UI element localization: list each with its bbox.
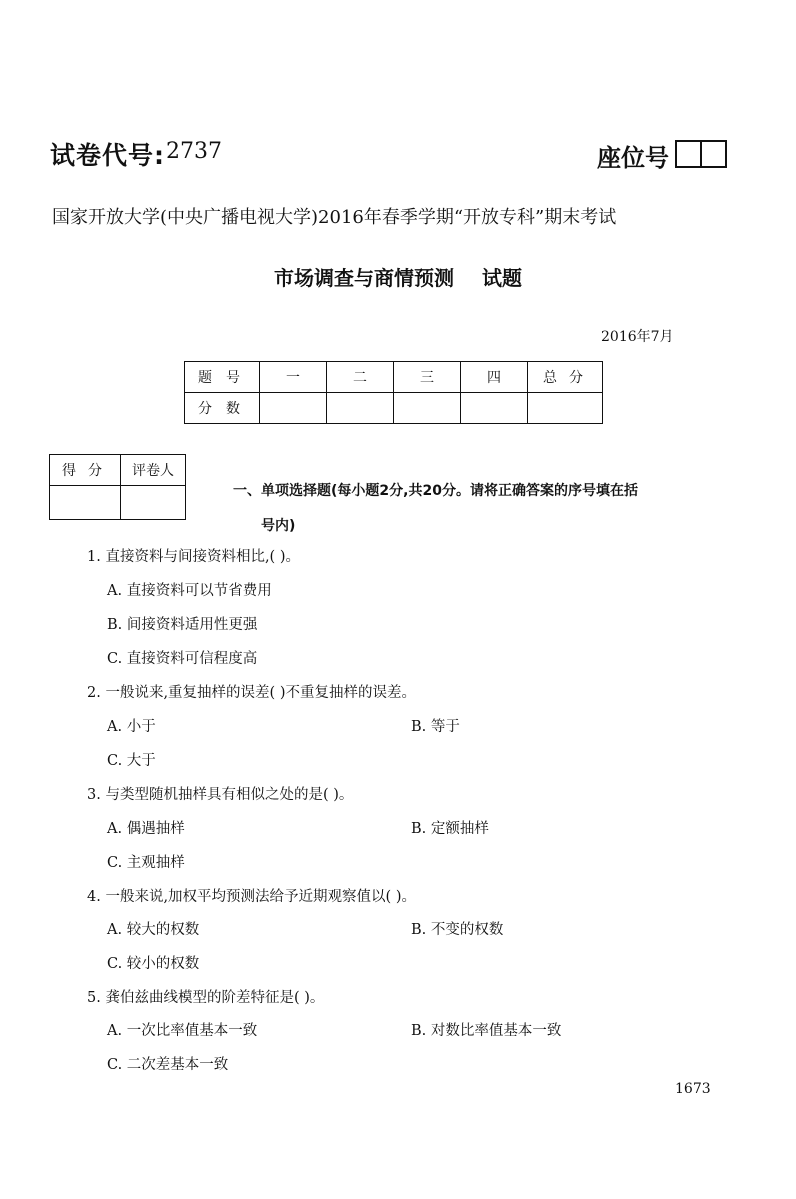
seat-number-label: 座位号	[597, 144, 669, 172]
score-cell[interactable]	[461, 393, 528, 424]
grader-score-cell[interactable]	[50, 486, 121, 520]
exam-title-main: 市场调查与商情预测	[274, 266, 454, 290]
score-header-cell: 四	[461, 362, 528, 393]
score-table-value-row	[185, 393, 603, 424]
exam-title	[0, 262, 796, 291]
section-instruction-cont: 号内)	[261, 518, 296, 534]
question-5-option-b: B. 对数比率值基本一致	[411, 1023, 562, 1039]
score-row-label: 分数	[185, 393, 260, 424]
score-header-cell: 总分	[528, 362, 603, 393]
question-4: 4. 一般来说,加权平均预测法给予近期观察值以( )。	[87, 889, 416, 905]
question-5-option-c: C. 二次差基本一致	[107, 1057, 229, 1073]
seat-box-cell[interactable]	[700, 142, 725, 166]
question-3-option-b: B. 定额抽样	[411, 821, 489, 837]
score-header-cell: 一	[260, 362, 327, 393]
score-table-header-row	[185, 362, 603, 393]
score-header-cell: 二	[327, 362, 394, 393]
exam-code-label: 试卷代号:	[50, 141, 165, 170]
question-3-option-c: C. 主观抽样	[107, 855, 185, 871]
seat-box-cell[interactable]	[677, 142, 700, 166]
question-1: 1. 直接资料与间接资料相比,( )。	[87, 549, 300, 565]
question-1-option-b: B. 间接资料适用性更强	[107, 617, 258, 633]
score-table	[184, 361, 603, 424]
question-3: 3. 与类型随机抽样具有相似之处的是( )。	[87, 787, 354, 803]
question-4-option-c: C. 较小的权数	[107, 956, 200, 972]
score-cell[interactable]	[327, 393, 394, 424]
question-2-option-a: A. 小于	[107, 719, 156, 735]
question-5-option-a: A. 一次比率值基本一致	[107, 1023, 258, 1039]
question-1-option-c: C. 直接资料可信程度高	[107, 651, 258, 667]
score-cell[interactable]	[260, 393, 327, 424]
score-header-cell: 题号	[185, 362, 260, 393]
section-instruction: 一、单项选择题(每小题2分,共20分。请将正确答案的序号填在括	[233, 483, 638, 499]
question-2-option-c: C. 大于	[107, 753, 156, 769]
exam-code-value: 2737	[166, 139, 222, 164]
question-1-option-a: A. 直接资料可以节省费用	[107, 583, 272, 599]
exam-header-line: 国家开放大学(中央广播电视大学)2016年春季学期“开放专科”期末考试	[52, 207, 617, 228]
exam-date: 2016年7月	[601, 329, 674, 345]
score-cell[interactable]	[528, 393, 603, 424]
score-header-cell: 三	[394, 362, 461, 393]
question-2: 2. 一般说来,重复抽样的误差( )不重复抽样的误差。	[87, 685, 416, 701]
question-5: 5. 龚伯兹曲线模型的阶差特征是( )。	[87, 990, 325, 1006]
grader-table	[49, 454, 186, 520]
grader-name-cell[interactable]	[121, 486, 186, 520]
grader-score-label: 得分	[50, 455, 121, 486]
score-cell[interactable]	[394, 393, 461, 424]
question-4-option-b: B. 不变的权数	[411, 922, 504, 938]
question-4-option-a: A. 较大的权数	[107, 922, 200, 938]
question-2-option-b: B. 等于	[411, 719, 460, 735]
page-number: 1673	[675, 1081, 711, 1097]
seat-number-boxes[interactable]	[675, 140, 727, 168]
question-3-option-a: A. 偶遇抽样	[107, 821, 185, 837]
grader-name-label: 评卷人	[121, 455, 186, 486]
exam-title-suffix: 试题	[482, 266, 522, 290]
